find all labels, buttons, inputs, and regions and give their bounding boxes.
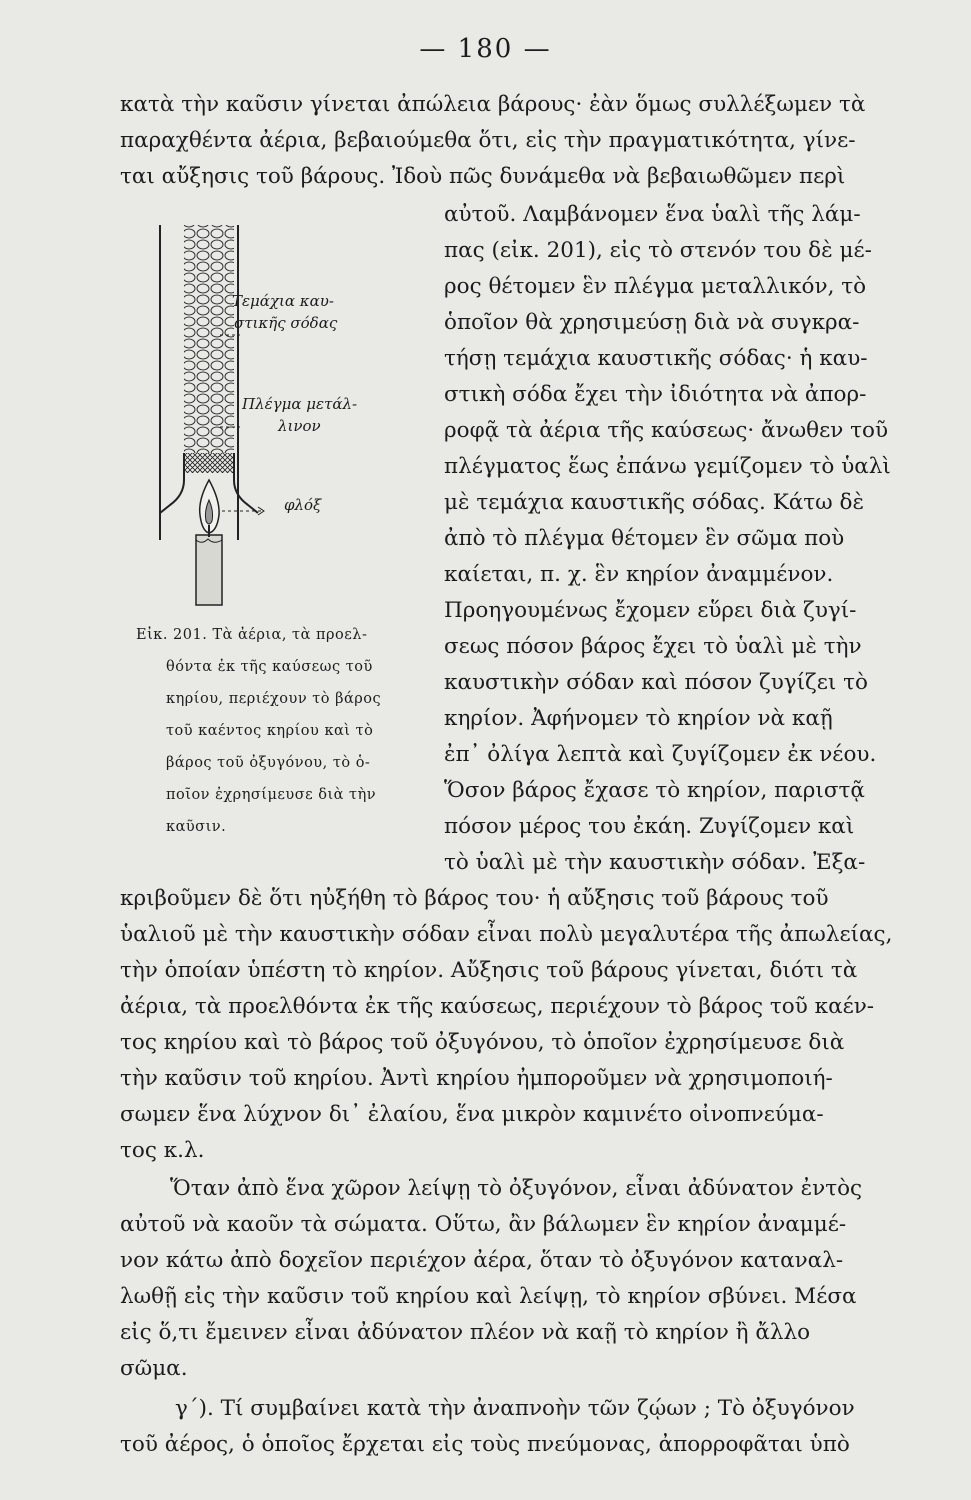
text-line: αὐτοῦ. Λαμβάνομεν ἕνα ὑαλὶ τῆς λάμ- <box>444 202 861 227</box>
text-line: νον κάτω ἀπὸ δοχεῖον περιέχον ἀέρα, ὅταν τὸ ὀξυγόνον καταναλ- <box>120 1248 844 1273</box>
text-line: πας (εἰκ. 201), εἰς τὸ στενόν του δὲ μέ- <box>444 238 872 263</box>
text-line: τοῦ ἀέρος, ὁ ὁποῖος ἔρχεται εἰς τοὺς πνεύμονας, ἀπορροφᾶται ὑπὸ <box>120 1432 850 1457</box>
label-mesh: λινον <box>278 417 321 435</box>
text-line: Ὅταν ἀπὸ ἕνα χῶρον λείψῃ τὸ ὀξυγόνον, εἶναι ἀδύνατον ἐντὸς <box>170 1176 863 1201</box>
text-line: πλέγματος ἕως ἐπάνω γεμίζομεν τὸ ὑαλὶ <box>444 454 891 479</box>
caption-line: κηρίου, περιέχουν τὸ βάρος <box>166 691 382 707</box>
text-line: λωθῇ εἰς τὴν καῦσιν τοῦ κηρίου καὶ λείψῃ, τὸ κηρίον σβύνει. Μέσα <box>120 1284 857 1309</box>
text-line: ἀπὸ τὸ πλέγμα θέτομεν ἓν σῶμα ποὺ <box>444 526 845 551</box>
text-line: καίεται, π. χ. ἓν κηρίον ἀναμμένον. <box>444 562 834 587</box>
text-line: εἰς ὅ,τι ἔμεινεν εἶναι ἀδύνατον πλέον νὰ καῇ τὸ κηρίον ἢ ἄλλο <box>120 1320 811 1345</box>
caption-line: ποῖον ἐχρησίμευσε διὰ τὴν <box>166 787 377 803</box>
text-line: τος κ.λ. <box>120 1138 205 1163</box>
text-line: γ΄). Τί συμβαίνει κατὰ τὴν ἀναπνοὴν τῶν ζῴων ; Τὸ ὀξυγόνον <box>175 1396 855 1421</box>
text-line: καυστικὴν σόδαν καὶ πόσον ζυγίζει τὸ <box>444 670 868 695</box>
text-line: στικὴ σόδα ἔχει τὴν ἰδιότητα νὰ ἀπορ- <box>444 382 867 407</box>
text-line: σεως πόσον βάρος ἔχει τὸ ὑαλὶ μὲ τὴν <box>444 634 862 659</box>
text-line: τὴν ὁποίαν ὑπέστη τὸ κηρίον. Αὔξησις τοῦ βάρους γίνεται, διότι τὰ <box>120 958 858 983</box>
caption-line: τοῦ καέντος κηρίου καὶ τὸ <box>166 723 374 739</box>
caption-line: θόντα ἐκ τῆς καύσεως τοῦ <box>166 659 373 675</box>
page-number: — 180 — <box>419 34 552 64</box>
text-line: Ὅσον βάρος ἔχασε τὸ κηρίον, παριστᾷ <box>444 778 865 803</box>
text-line: μὲ τεμάχια καυστικῆς σόδας. Κάτω δὲ <box>444 490 865 515</box>
text-line: τος κηρίου καὶ τὸ βάρος τοῦ ὀξυγόνου, τὸ ὁποῖον ἐχρησίμευσε διὰ <box>120 1030 845 1055</box>
text-line: Προηγουμένως ἔχομεν εὕρει διὰ ζυγί- <box>444 598 857 623</box>
text-line: παραχθέντα ἀέρια, βεβαιούμεθα ὅτι, εἰς τὴν πραγματικότητα, γίνε- <box>120 128 856 153</box>
text-line: ἀέρια, τὰ προελθόντα ἐκ τῆς καύσεως, περιέχουν τὸ βάρος τοῦ καέν- <box>120 994 875 1019</box>
text-line: κηρίον. Ἀφήνομεν τὸ κηρίον νὰ καῇ <box>444 706 833 731</box>
text-line: ὁποῖον θὰ χρησιμεύσῃ διὰ νὰ συγκρα- <box>444 310 860 335</box>
text-line: κριβοῦμεν δὲ ὅτι ηὐξήθη τὸ βάρος του· ἡ αὔξησις τοῦ βάρους τοῦ <box>120 886 829 911</box>
text-line: σωμεν ἕνα λύχνον δι᾽ ἐλαίου, ἕνα μικρὸν καμινέτο οἰνοπνεύμα- <box>120 1102 824 1127</box>
label-soda: στικῆς σόδας <box>234 314 338 332</box>
text-line: ροφᾷ τὰ ἀέρια τῆς καύσεως· ἄνωθεν τοῦ <box>444 418 889 443</box>
text-line: αὐτοῦ νὰ καοῦν τὰ σώματα. Οὕτω, ἂν βάλωμεν ἓν κηρίον ἀναμμέ- <box>120 1212 847 1237</box>
text-line: τὸ ὑαλὶ μὲ τὴν καυστικὴν σόδαν. Ἐξα- <box>444 850 866 875</box>
text-line: τὴν καῦσιν τοῦ κηρίου. Ἀντὶ κηρίου ἠμποροῦμεν νὰ χρησιμοποιή- <box>120 1066 833 1091</box>
text-line: πόσον μέρος του ἐκάη. Ζυγίζομεν καὶ <box>444 814 855 839</box>
label-soda: Τεμάχια καυ- <box>232 292 334 310</box>
caption-line: καῦσιν. <box>166 819 227 835</box>
text-line: σῶμα. <box>120 1356 188 1381</box>
caption-line: Εἰκ. 201. Τὰ ἀέρια, τὰ προελ- <box>136 627 368 643</box>
text-line: κατὰ τὴν καῦσιν γίνεται ἀπώλεια βάρους· ἐὰν ὅμως συλλέξωμεν τὰ <box>120 92 866 117</box>
text-line: ὑαλιοῦ μὲ τὴν καυστικὴν σόδαν εἶναι πολὺ μεγαλυτέρα τῆς ἀπωλείας, <box>120 922 893 947</box>
text-line: ται αὔξησις τοῦ βάρους. Ἰδοὺ πῶς δυνάμεθα νὰ βεβαιωθῶμεν περὶ <box>120 164 846 189</box>
text-line: τήσῃ τεμάχια καυστικῆς σόδας· ἡ καυ- <box>444 346 868 371</box>
text-line: ἐπ᾽ ὀλίγα λεπτὰ καὶ ζυγίζομεν ἐκ νέου. <box>444 742 877 767</box>
caption-line: βάρος τοῦ ὀξυγόνου, τὸ ὁ- <box>166 755 371 771</box>
label-flame: φλόξ <box>284 496 322 514</box>
label-mesh: Πλέγμα μετάλ- <box>242 395 358 413</box>
text-line: ρος θέτομεν ἓν πλέγμα μεταλλικόν, τὸ <box>444 274 867 299</box>
figure-201 <box>140 195 440 625</box>
